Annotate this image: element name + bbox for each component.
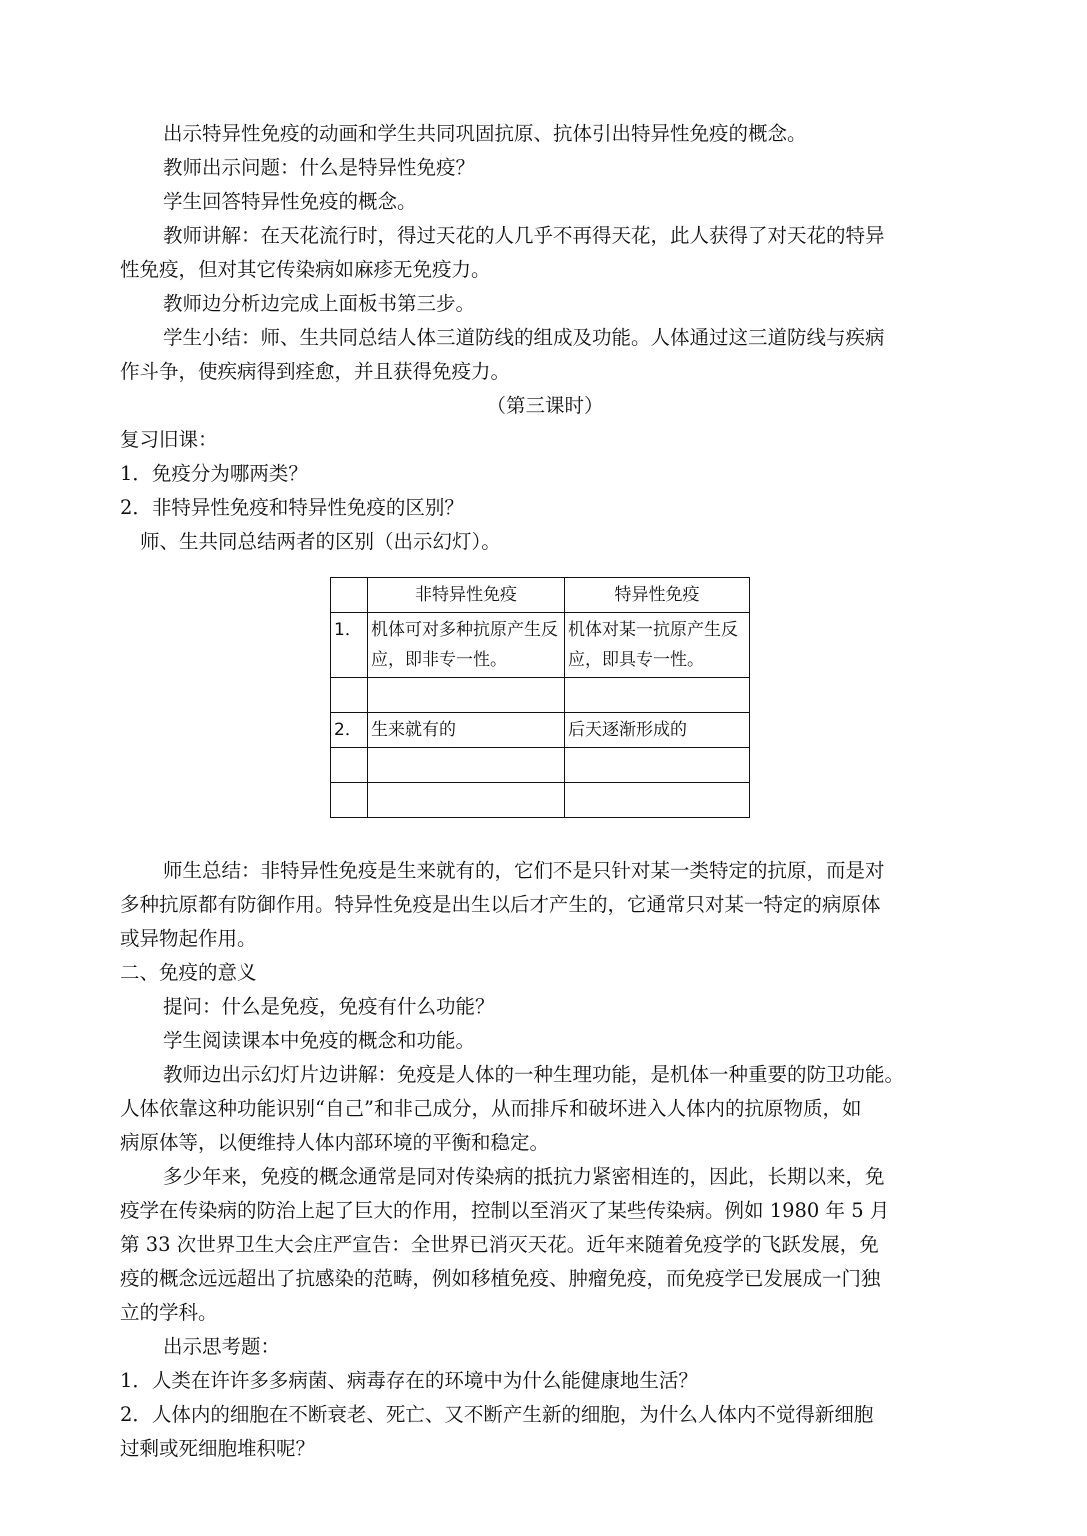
table-cell: [565, 783, 750, 818]
table-cell: 1．: [331, 613, 368, 678]
table-cell: 机体可对多种抗原产生反应，即非专一性。: [368, 613, 565, 678]
paragraph-student-answer: 学生回答特异性免疫的概念。: [163, 190, 417, 213]
paragraph-teacher-lecture-line1: 教师讲解：在天花流行时，得过天花的人几乎不再得天花，此人获得了对天花的特异: [163, 224, 885, 247]
thinking-question-2-line2: 过剩或死细胞堆积呢？: [120, 1437, 316, 1460]
section-2-lecture-line2: 人体依靠这种功能识别“自己”和非己成分，从而排斥和破坏进入人体内的抗原物质，如: [120, 1097, 862, 1120]
table-row: [331, 678, 750, 713]
conclusion-line2: 多种抗原都有防御作用。特异性免疫是出生以后才产生的，它通常只对某一特定的病原体: [120, 893, 881, 916]
paragraph-animation: 出示特异性免疫的动画和学生共同巩固抗原、抗体引出特异性免疫的概念。: [163, 122, 807, 145]
table-cell: 2．: [331, 713, 368, 748]
table-cell: 后天逐渐形成的: [565, 713, 750, 748]
table-cell: [565, 678, 750, 713]
section-2-reading: 学生阅读课本中免疫的概念和功能。: [163, 1029, 476, 1052]
table-cell: [565, 748, 750, 783]
paragraph-teacher-lecture-line2: 性免疫，但对其它传染病如麻疹无免疫力。: [120, 258, 491, 281]
review-note: 师、生共同总结两者的区别（出示幻灯）。: [140, 530, 501, 553]
section-2-history-line4: 疫的概念远远超出了抗感染的范畴，例如移植免疫、肿瘤免疫，而免疫学已发展成一门独: [120, 1267, 881, 1290]
thinking-question-2-line1: 2．人体内的细胞在不断衰老、死亡、又不断产生新的细胞，为什么人体内不觉得新细胞: [120, 1403, 874, 1426]
paragraph-teacher-question: 教师出示问题：什么是特异性免疫？: [163, 156, 476, 179]
table-header-cell: [331, 578, 368, 613]
comparison-table: [330, 577, 750, 818]
review-question-2: 2．非特异性免疫和特异性免疫的区别？: [120, 496, 464, 519]
table-header-cell: 非特异性免疫: [368, 578, 565, 613]
section-2-history-line2: 疫学在传染病的防治上起了巨大的作用，控制以至消灭了某些传染病。例如 1980 年 5 月: [120, 1199, 890, 1222]
section-2-history-line3: 第 33 次世界卫生大会庄严宣告：全世界已消灭天花。近年来随着免疫学的飞跃发展，免: [120, 1233, 879, 1256]
paragraph-board-step: 教师边分析边完成上面板书第三步。: [163, 292, 476, 315]
conclusion-line1: 师生总结：非特异性免疫是生来就有的，它们不是只针对某一类特定的抗原，而是对: [163, 859, 885, 882]
table-cell: [368, 678, 565, 713]
table-row: [331, 783, 750, 818]
paragraph-student-summary-line1: 学生小结：师、生共同总结人体三道防线的组成及功能。人体通过这三道防线与疾病: [163, 326, 885, 349]
section-2-question: 提问：什么是免疫，免疫有什么功能？: [163, 995, 495, 1018]
table-cell: [331, 678, 368, 713]
section-2-lecture-line1: 教师边出示幻灯片边讲解：免疫是人体的一种生理功能，是机体一种重要的防卫功能。: [163, 1063, 905, 1086]
thinking-heading: 出示思考题：: [163, 1335, 281, 1358]
conclusion-line3: 或异物起作用。: [120, 927, 257, 950]
table-cell: [368, 748, 565, 783]
table-header-row: [331, 578, 750, 613]
table-cell: 机体对某一抗原产生反应，即具专一性。: [565, 613, 750, 678]
table-header-cell: 特异性免疫: [565, 578, 750, 613]
table-cell: [331, 783, 368, 818]
section-2-heading: 二、免疫的意义: [120, 961, 257, 984]
review-heading: 复习旧课：: [120, 428, 218, 451]
section-2-history-line1: 多少年来，免疫的概念通常是同对传染病的抵抗力紧密相连的，因此，长期以来，免: [163, 1165, 885, 1188]
table-row: [331, 748, 750, 783]
conclusion-block: [120, 854, 970, 956]
paragraph-student-summary-line2: 作斗争，使疾病得到痊愈，并且获得免疫力。: [120, 360, 511, 383]
section-2-history-line5: 立的学科。: [120, 1301, 218, 1324]
table-row: [331, 713, 750, 748]
thinking-question-1: 1．人类在许许多多病菌、病毒存在的环境中为什么能健康地生活？: [120, 1369, 698, 1392]
table-cell: 生来就有的: [368, 713, 565, 748]
table-cell: [331, 748, 368, 783]
document-body: [120, 117, 970, 1466]
review-question-1: 1．免疫分为哪两类？: [120, 462, 308, 485]
section-2-lecture-line3: 病原体等，以便维持人体内部环境的平衡和稳定。: [120, 1131, 550, 1154]
table-row: [331, 613, 750, 678]
lesson-title: （第三课时）: [486, 394, 604, 417]
table-cell: [368, 783, 565, 818]
